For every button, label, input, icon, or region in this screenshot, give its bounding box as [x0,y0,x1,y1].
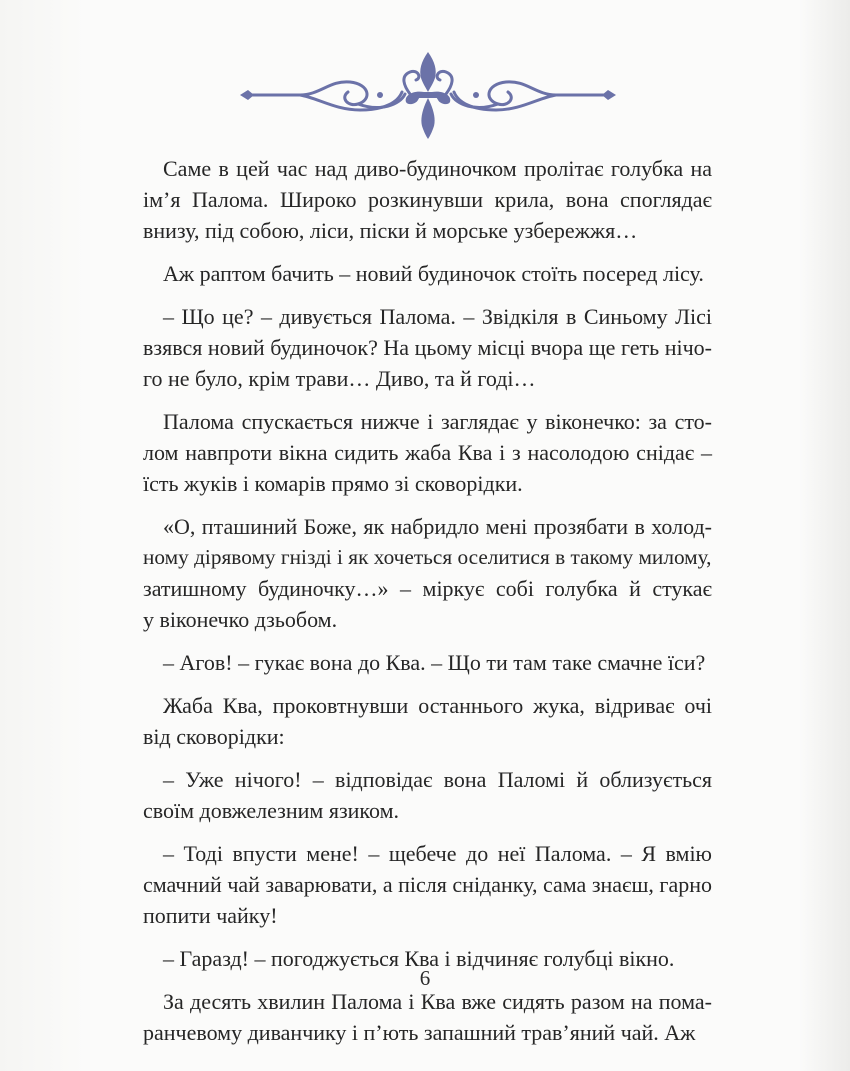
page-number: 6 [419,966,431,990]
paragraph [143,647,712,678]
fleur-de-lis-ornament-icon [240,50,616,140]
paragraph [143,986,712,1048]
text-line: – Гаразд! – погоджується Ква і відчиняє голубці вікно. [163,946,675,971]
text-line: попити чайку! [143,903,278,928]
text-line: своїм довжелезним язиком. [143,798,399,823]
text-line: За десять хвилин Палома і Ква вже сидять разом на пома- [163,989,712,1014]
text-line: Палома спускається нижче і заглядає у віконечко: за сто- [163,409,712,434]
text-line: їсть жуків і комарів прямо зі сковорідки. [143,471,523,496]
paragraph [143,838,712,931]
text-line: лом навпроти вікна сидить жаба Ква і з насолодою снідає – [143,440,712,465]
text-line: ім’я Палома. Широко розкинувши крила, вона споглядає [143,187,712,212]
text-line: Жаба Ква, проковтнувши останнього жука, відриває очі [163,693,712,718]
paragraph [143,153,712,246]
text-line: – Уже нічого! – відповідає вона Паломі й облизується [163,767,712,792]
text-line: затишному будиночку…» – міркує собі голубка й стукає [143,576,712,601]
text-line: ному дірявому гнізді і як хочеться оселитися в такому милому, [143,545,712,569]
paragraph [143,258,712,289]
paragraph [143,511,712,635]
text-line: від сковорідки: [143,724,285,749]
text-line: го не було, крім трави… Диво, та й годі… [143,366,536,391]
text-line: – Тоді впусти мене! – щебече до неї Палома. – Я вмію [163,841,712,866]
text-line: – Що це? – дивується Палома. – Звідкіля в Синьому Лісі [163,304,712,329]
paragraph [143,690,712,752]
text-line: смачний чай заварювати, а після сніданку, сама знаєш, гарно [143,872,712,897]
text-line: – Агов! – гукає вона до Ква. – Що ти там таке смачне їси? [163,650,706,675]
paragraph [143,764,712,826]
paragraph [143,301,712,394]
text-line: внизу, під собою, ліси, піски й морське узбережжя… [143,218,638,243]
text-line: у віконечко дзьобом. [143,607,338,632]
text-line: взявся новий будиночок? На цьому місці вчора ще геть нічо- [143,335,712,360]
story-text [143,153,712,1060]
text-line: Аж раптом бачить – новий будиночок стоїть посеред лісу. [163,261,704,286]
text-line: ранчевому диванчику і п’ють запашний трав’яний чай. Аж [143,1020,696,1045]
paragraph [143,406,712,499]
text-line: «О, пташиний Боже, як набридло мені прозябати в холод- [163,514,712,539]
text-line: Саме в цей час над диво-будиночком пролітає голубка на [163,156,712,181]
